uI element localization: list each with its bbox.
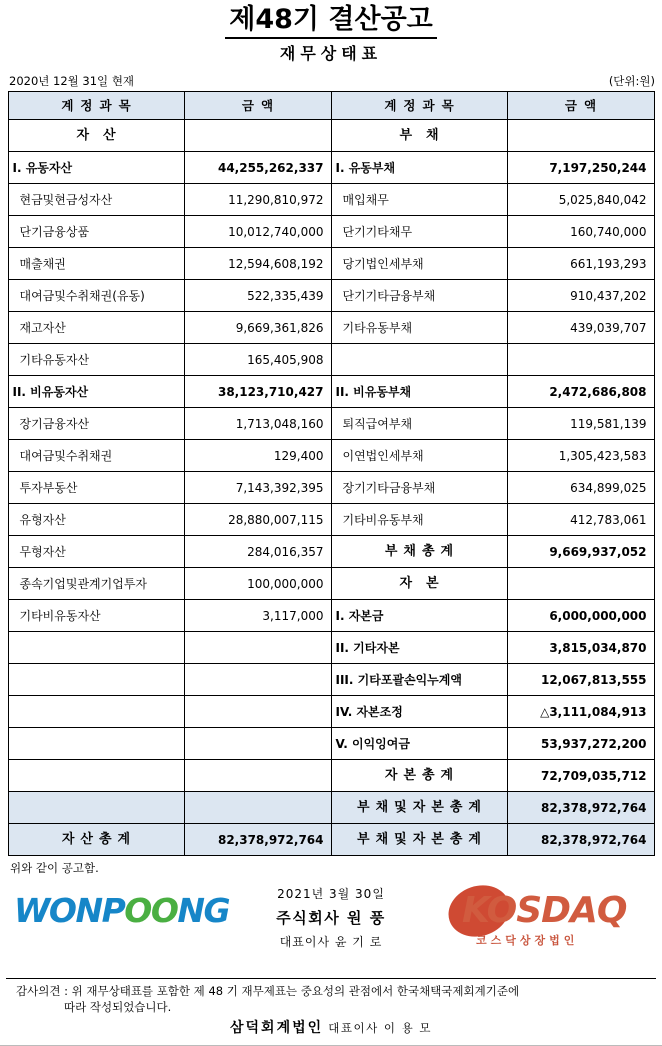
account-amount-right: 82,378,972,764: [507, 792, 654, 824]
company-name: 주식회사 원 풍: [276, 909, 386, 927]
account-label-left: 대여금및수취채권: [8, 440, 184, 472]
account-label-left: 현금및현금성자산: [8, 184, 184, 216]
account-label-left: [8, 728, 184, 760]
account-label-left: 기타유동자산: [8, 344, 184, 376]
account-label-right: 기타유동부채: [331, 312, 507, 344]
header-account-right: 계정과목: [331, 92, 507, 120]
account-label-right: 이연법인세부채: [331, 440, 507, 472]
account-label-right: 매입채무: [331, 184, 507, 216]
section-title-liabilities: 부채: [331, 120, 507, 152]
header-amount-right: 금액: [507, 92, 654, 120]
account-amount-left: 28,880,007,115: [184, 504, 331, 536]
account-label-right: II. 기타자본: [331, 632, 507, 664]
account-amount-left: 100,000,000: [184, 568, 331, 600]
account-amount-left: 38,123,710,427: [184, 376, 331, 408]
account-label-left: 종속기업및관계기업투자: [8, 568, 184, 600]
table-row: [8, 472, 654, 504]
account-label-left: 투자부동산: [8, 472, 184, 504]
account-amount-right: 634,899,025: [507, 472, 654, 504]
table-row: [8, 216, 654, 248]
wonpoong-logo-part1: WONP: [14, 891, 125, 930]
account-label-left: [8, 632, 184, 664]
account-label-left: 유형자산: [8, 504, 184, 536]
account-amount-right: 12,067,813,555: [507, 664, 654, 696]
account-label-left: 장기금융자산: [8, 408, 184, 440]
table-row: [8, 408, 654, 440]
grand-total-left-amount: 82,378,972,764: [184, 824, 331, 856]
section-title-assets: 자산: [8, 120, 184, 152]
kosdaq-logo-subtitle: 코스닥상장법인: [476, 934, 579, 947]
account-label-right: 퇴직급여부채: [331, 408, 507, 440]
account-label-right: 단기기타채무: [331, 216, 507, 248]
account-amount-left: [184, 696, 331, 728]
kosdaq-logo-word: KOSDAQ: [462, 890, 627, 931]
balance-sheet-table: [8, 91, 655, 856]
table-row: [8, 248, 654, 280]
section-title-liabilities-amount: [507, 120, 654, 152]
account-label-right: II. 비유동부채: [331, 376, 507, 408]
account-label-right: 부채및자본총계: [331, 792, 507, 824]
account-label-left: 단기금융상품: [8, 216, 184, 248]
audit-opinion-line2: 따라 작성되었습니다.: [64, 1000, 172, 1014]
audit-firm-row: [6, 1017, 656, 1038]
table-row: [8, 696, 654, 728]
table-row: [8, 440, 654, 472]
table-row: [8, 184, 654, 216]
account-amount-left: 44,255,262,337: [184, 152, 331, 184]
account-label-right: V. 이익잉여금: [331, 728, 507, 760]
account-amount-left: [184, 760, 331, 792]
account-amount-left: 284,016,357: [184, 536, 331, 568]
account-amount-left: [184, 728, 331, 760]
account-label-left: 기타비유동자산: [8, 600, 184, 632]
account-amount-right: 3,815,034,870: [507, 632, 654, 664]
account-amount-right: [507, 568, 654, 600]
table-row: [8, 280, 654, 312]
account-amount-right: 53,937,272,200: [507, 728, 654, 760]
kosdaq-logo: [442, 884, 652, 956]
account-amount-right: △3,111,084,913: [507, 696, 654, 728]
grand-total-left-label: 자산총계: [8, 824, 184, 856]
account-label-right: I. 자본금: [331, 600, 507, 632]
account-amount-left: [184, 792, 331, 824]
account-amount-right: 119,581,139: [507, 408, 654, 440]
table-row: [8, 792, 654, 824]
account-amount-left: 129,400: [184, 440, 331, 472]
account-label-left: [8, 696, 184, 728]
grand-total-right-label: 부채및자본총계: [331, 824, 507, 856]
account-amount-right: 412,783,061: [507, 504, 654, 536]
account-label-left: I. 유동자산: [8, 152, 184, 184]
account-amount-right: 910,437,202: [507, 280, 654, 312]
title-block: [0, 0, 662, 65]
announcement-date: 2021년 3월 30일: [277, 887, 385, 901]
table-row: [8, 760, 654, 792]
account-label-right: 자본총계: [331, 760, 507, 792]
account-label-right: 기타비유동부채: [331, 504, 507, 536]
account-amount-left: [184, 664, 331, 696]
account-amount-right: 6,000,000,000: [507, 600, 654, 632]
account-amount-left: 1,713,048,160: [184, 408, 331, 440]
account-amount-right: 5,025,840,042: [507, 184, 654, 216]
signature-block: [0, 878, 662, 978]
audit-firm-ceo: 대표이사 이 용 모: [328, 1021, 432, 1035]
account-amount-left: 7,143,392,395: [184, 472, 331, 504]
account-amount-right: 1,305,423,583: [507, 440, 654, 472]
declaration-note: 위와 같이 공고함.: [10, 861, 99, 875]
account-label-right: 자본: [331, 568, 507, 600]
grand-total-row: [8, 824, 654, 856]
table-row: [8, 312, 654, 344]
audit-opinion-block: [6, 978, 656, 1038]
account-label-right: 부채총계: [331, 536, 507, 568]
account-label-right: 장기기타금융부채: [331, 472, 507, 504]
account-amount-right: 661,193,293: [507, 248, 654, 280]
account-label-left: 재고자산: [8, 312, 184, 344]
table-row: [8, 664, 654, 696]
account-amount-right: 9,669,937,052: [507, 536, 654, 568]
account-label-right: III. 기타포괄손익누계액: [331, 664, 507, 696]
unit-note: (단위:원): [608, 74, 655, 88]
account-label-left: II. 비유동자산: [8, 376, 184, 408]
account-amount-left: 3,117,000: [184, 600, 331, 632]
audit-firm-name: 삼덕회계법인: [230, 1020, 324, 1036]
section-title-row: [8, 120, 654, 152]
table-row: [8, 568, 654, 600]
account-amount-right: 439,039,707: [507, 312, 654, 344]
audit-opinion-line1: 감사의견 : 위 재무상태표를 포함한 제 48 기 재무제표는 중요성의 관점에서 한국채택국제회계기준에: [16, 984, 520, 998]
table-row: [8, 344, 654, 376]
account-amount-right: [507, 344, 654, 376]
account-amount-left: 9,669,361,826: [184, 312, 331, 344]
table-row: [8, 376, 654, 408]
table-row: [8, 536, 654, 568]
section-title-assets-amount: [184, 120, 331, 152]
table-row: [8, 600, 654, 632]
account-amount-left: [184, 632, 331, 664]
account-label-right: 단기기타금융부채: [331, 280, 507, 312]
account-amount-right: 7,197,250,244: [507, 152, 654, 184]
account-label-left: [8, 792, 184, 824]
table-body: [8, 120, 654, 824]
page-title: 제48기 결산공고: [225, 4, 436, 39]
meta-row: [0, 65, 662, 91]
table-row: [8, 504, 654, 536]
account-amount-right: 160,740,000: [507, 216, 654, 248]
wonpoong-logo-part2: OO: [124, 891, 178, 930]
account-label-right: [331, 344, 507, 376]
company-ceo: 대표이사 윤 기 로: [279, 935, 383, 949]
account-label-left: [8, 760, 184, 792]
account-amount-left: 165,405,908: [184, 344, 331, 376]
account-amount-right: 2,472,686,808: [507, 376, 654, 408]
table-header-row: [8, 92, 654, 120]
page-subtitle: 재무상태표: [279, 44, 383, 63]
account-amount-left: 522,335,439: [184, 280, 331, 312]
header-amount-left: 금액: [184, 92, 331, 120]
account-amount-left: 10,012,740,000: [184, 216, 331, 248]
account-amount-left: 11,290,810,972: [184, 184, 331, 216]
account-label-left: 대여금및수취채권(유동): [8, 280, 184, 312]
account-label-right: IV. 자본조정: [331, 696, 507, 728]
table-row: [8, 632, 654, 664]
account-amount-left: 12,594,608,192: [184, 248, 331, 280]
as-of-date: 2020년 12월 31일 현재: [9, 74, 135, 88]
wonpoong-logo-part3: NG: [177, 891, 230, 930]
account-label-right: 당기법인세부채: [331, 248, 507, 280]
grand-total-right-amount: 82,378,972,764: [507, 824, 654, 856]
account-label-left: 매출채권: [8, 248, 184, 280]
account-amount-right: 72,709,035,712: [507, 760, 654, 792]
table-row: [8, 728, 654, 760]
account-label-left: 무형자산: [8, 536, 184, 568]
table-row: [8, 152, 654, 184]
account-label-right: I. 유동부채: [331, 152, 507, 184]
header-account-left: 계정과목: [8, 92, 184, 120]
account-label-left: [8, 664, 184, 696]
